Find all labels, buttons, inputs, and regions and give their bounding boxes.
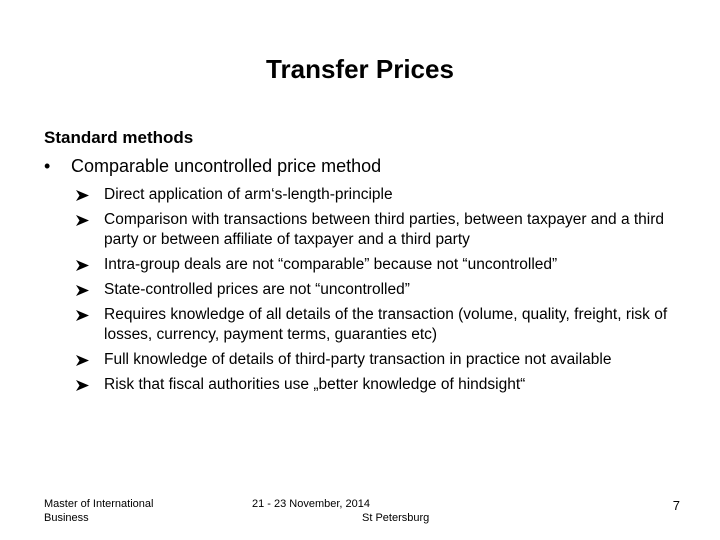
arrow-right-bullet-icon <box>76 305 104 321</box>
sub-bullet-list <box>44 185 684 395</box>
bullet-text: Comparable uncontrolled price method <box>71 156 382 176</box>
bullet-item <box>44 156 684 177</box>
sub-bullet-item <box>76 305 684 345</box>
section-heading: Standard methods <box>44 128 194 147</box>
sub-bullet-text: Requires knowledge of all details of the transaction (volume, quality, freight, risk of losses, currency, payment terms, guaranties etc) <box>104 306 668 343</box>
arrow-right-bullet-icon <box>76 185 104 201</box>
arrow-right-bullet-icon <box>76 280 104 296</box>
footer-date: 21 - 23 November, 2014 <box>252 498 371 510</box>
sub-bullet-text: Risk that fiscal authorities use „better knowledge of hindsight“ <box>104 376 526 393</box>
arrow-right-bullet-icon <box>76 210 104 226</box>
sub-bullet-item <box>76 210 684 250</box>
sub-bullet-text: Comparison with transactions between third parties, between taxpayer and a third party or between affiliate of taxpayer and a third party <box>104 211 665 248</box>
arrow-right-bullet-icon <box>76 350 104 366</box>
footer-program: Master of International Business <box>44 498 154 524</box>
sub-bullet-text: Intra-group deals are not “comparable” because not “uncontrolled” <box>104 256 558 273</box>
sub-bullet-item <box>76 350 684 370</box>
footer-location: St Petersburg <box>362 512 430 524</box>
sub-bullet-item <box>76 375 684 395</box>
sub-bullet-item <box>76 255 684 275</box>
sub-bullet-item <box>76 280 684 300</box>
sub-bullet-item <box>76 185 684 205</box>
slide-title: Transfer Prices <box>266 54 454 84</box>
sub-bullet-text: State-controlled prices are not “uncontrolled” <box>104 281 410 298</box>
sub-bullet-text: Direct application of arm‘s-length-principle <box>104 186 393 203</box>
bullet-dot-icon: • <box>44 156 51 176</box>
page-number: 7 <box>672 498 680 513</box>
arrow-right-bullet-icon <box>76 255 104 271</box>
sub-bullet-text: Full knowledge of details of third-party transaction in practice not available <box>104 351 612 368</box>
arrow-right-bullet-icon <box>76 375 104 391</box>
slide-content <box>44 128 684 400</box>
footer-date-location <box>252 497 452 525</box>
